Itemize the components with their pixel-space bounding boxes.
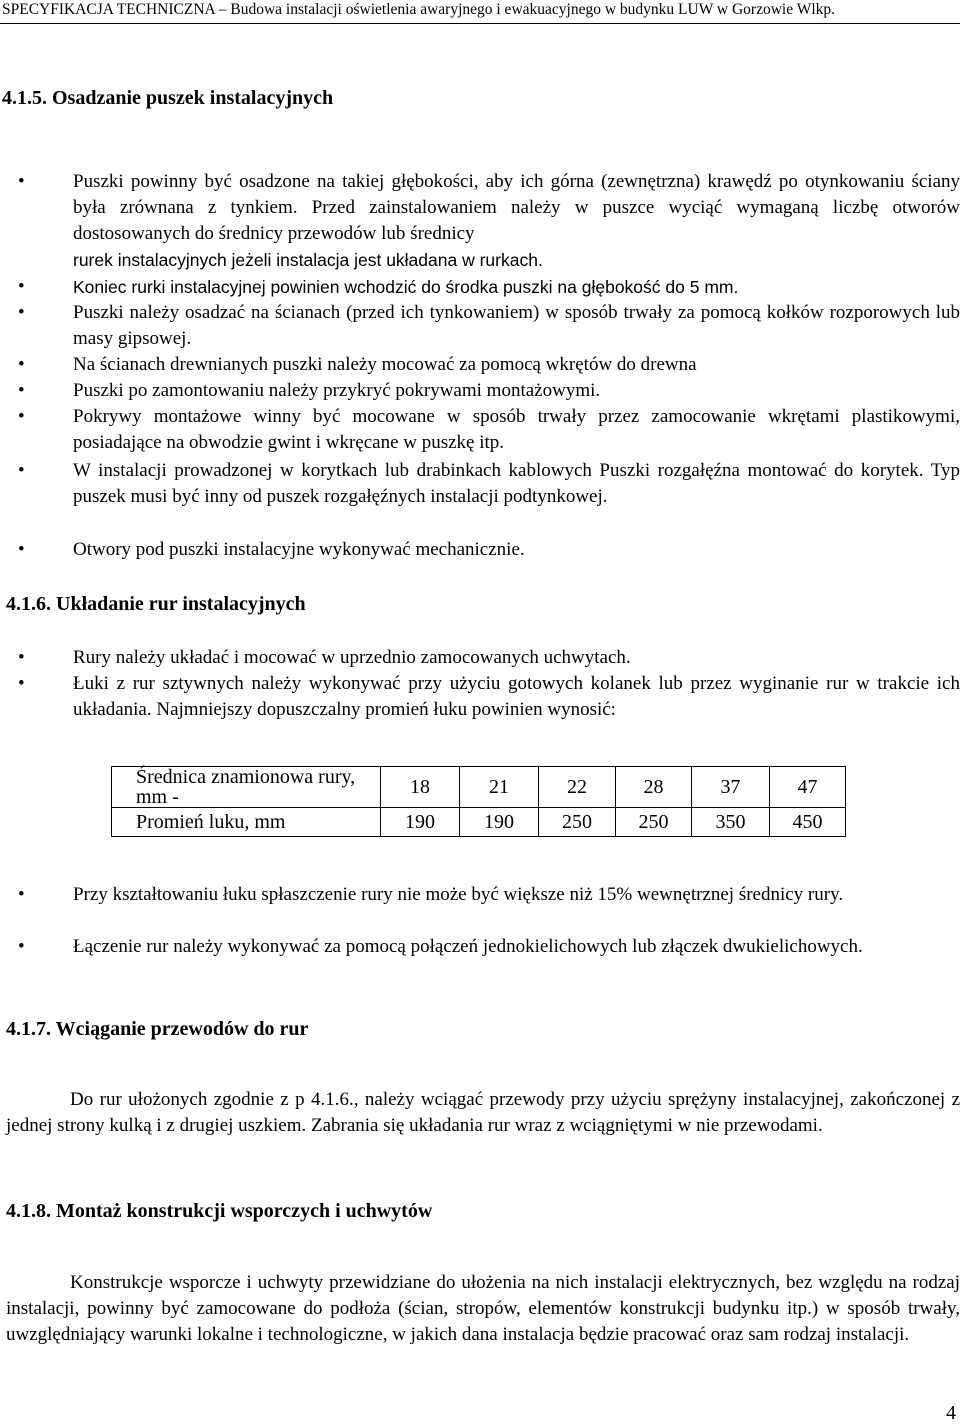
list-item-text: Otwory pod puszki instalacyjne wykonywać mechanicznie. (73, 539, 525, 560)
list-item-text: rurek instalacyjnych jeżeli instalacja jest układana w rurkach. (73, 250, 543, 270)
bullet-icon: • (18, 406, 25, 427)
list-item-text: Łączenie rur należy wykonywać za pomocą połączeń jednokielichowych lub złączek dwukielichowych. (73, 936, 863, 957)
section-title-4-1-7: 4.1.7. Wciąganie przewodów do rur (6, 1018, 309, 1040)
bullet-icon: • (18, 302, 25, 323)
table-cell: 47 (770, 767, 846, 808)
table-row-label: Promień luku, mm (112, 808, 381, 837)
table-cell: 190 (381, 808, 460, 837)
table-cell: 18 (381, 767, 460, 808)
list-item-text: Rury należy układać i mocować w uprzednio zamocowanych uchwytach. (73, 647, 631, 668)
list-item-text: W instalacji prowadzonej w korytkach lub drabinkach kablowych Puszki rozgałęźna montować do korytek. Typ puszek musi być inny od puszek rozgałęźnych instalacji podtynkowej. (73, 460, 960, 507)
bullet-icon: • (18, 647, 25, 668)
list-item-text: Puszki należy osadzać na ścianach (przed ich tynkowaniem) w sposób trwały za pomocą kołków rozporowych lub masy gipsowej. (73, 302, 960, 349)
bullet-icon: • (18, 354, 25, 375)
bend-radius-table (111, 766, 846, 837)
table-cell: 190 (460, 808, 539, 837)
bullet-icon: • (18, 276, 25, 297)
section-title-4-1-6: 4.1.6. Układanie rur instalacyjnych (6, 593, 306, 615)
list-item-text: Koniec rurki instalacyjnej powinien wchodzić do środka puszki na głębokość do 5 mm. (73, 277, 739, 297)
page-number: 4 (946, 1402, 956, 1424)
list-item-text: Pokrywy montażowe winny być mocowane w sposób trwały przez zamocowanie wkrętami plastikowymi, posiadające na obwodzie gwint i wkręcane w puszkę itp. (73, 406, 960, 453)
list-item-text: Puszki powinny być osadzone na takiej głębokości, aby ich górna (zewnętrzna) krawędź po otynkowaniu ściany była zrównana z tynkiem. Przed zainstalowaniem należy w puszce wyciąć wymaganą liczbę otworów dostosowanych do średnicy przewodów lub średnicy (73, 171, 960, 244)
table-row-label: Średnica znamionowa rury, mm - (112, 767, 381, 808)
paragraph: Do rur ułożonych zgodnie z p 4.1.6., należy wciągać przewody przy użyciu sprężyny instalacyjnej, zakończonej z jednej strony kulką i z drugiej uszkiem. Zabrania się układania rur wraz z wciągniętymi w nie przewodami. (6, 1089, 960, 1136)
section-title-4-1-5: 4.1.5. Osadzanie puszek instalacyjnych (2, 87, 334, 109)
table-row (112, 767, 846, 808)
table-cell: 37 (692, 767, 770, 808)
bullet-icon: • (18, 460, 25, 481)
bullet-icon: • (18, 884, 25, 905)
table-cell: 22 (539, 767, 616, 808)
table-cell: 450 (770, 808, 846, 837)
bullet-icon: • (18, 539, 25, 560)
table-row (112, 808, 846, 837)
table-cell: 350 (692, 808, 770, 837)
list-item-text: Łuki z rur sztywnych należy wykonywać przy użyciu gotowych kolanek lub przez wyginanie rur w trakcie ich układania. Najmniejszy dopuszczalny promień łuku powinien wynosić: (73, 673, 960, 720)
list-item-text: Puszki po zamontowaniu należy przykryć pokrywami montażowymi. (73, 380, 601, 401)
bullet-icon: • (18, 171, 25, 192)
paragraph: Konstrukcje wsporcze i uchwyty przewidziane do ułożenia na nich instalacji elektrycznych, bez względu na rodzaj instalacji, powinny być zamocowane do podłoża (ścian, stropów, elementów konstrukcji budynku itp.) w sposób trwały, uwzględniający warunki lokalne i technologiczne, w jakich dana instalacja będzie pracować oraz sam rodzaj instalacji. (6, 1272, 960, 1345)
table-cell: 28 (616, 767, 692, 808)
running-header: SPECYFIKACJA TECHNICZNA – Budowa instalacji oświetlenia awaryjnego i ewakuacyjnego w budynku LUW w Gorzowie Wlkp. (0, 0, 960, 24)
table-cell: 250 (616, 808, 692, 837)
table-cell: 250 (539, 808, 616, 837)
section-title-4-1-8: 4.1.8. Montaż konstrukcji wsporczych i uchwytów (6, 1200, 433, 1222)
table-cell: 21 (460, 767, 539, 808)
list-item-text: Przy kształtowaniu łuku spłaszczenie rury nie może być większe niż 15% wewnętrznej średnicy rury. (73, 884, 844, 905)
list-item-text: Na ścianach drewnianych puszki należy mocować za pomocą wkrętów do drewna (73, 354, 697, 375)
bullet-icon: • (18, 380, 25, 401)
bullet-icon: • (18, 673, 25, 694)
bullet-icon: • (18, 936, 25, 957)
